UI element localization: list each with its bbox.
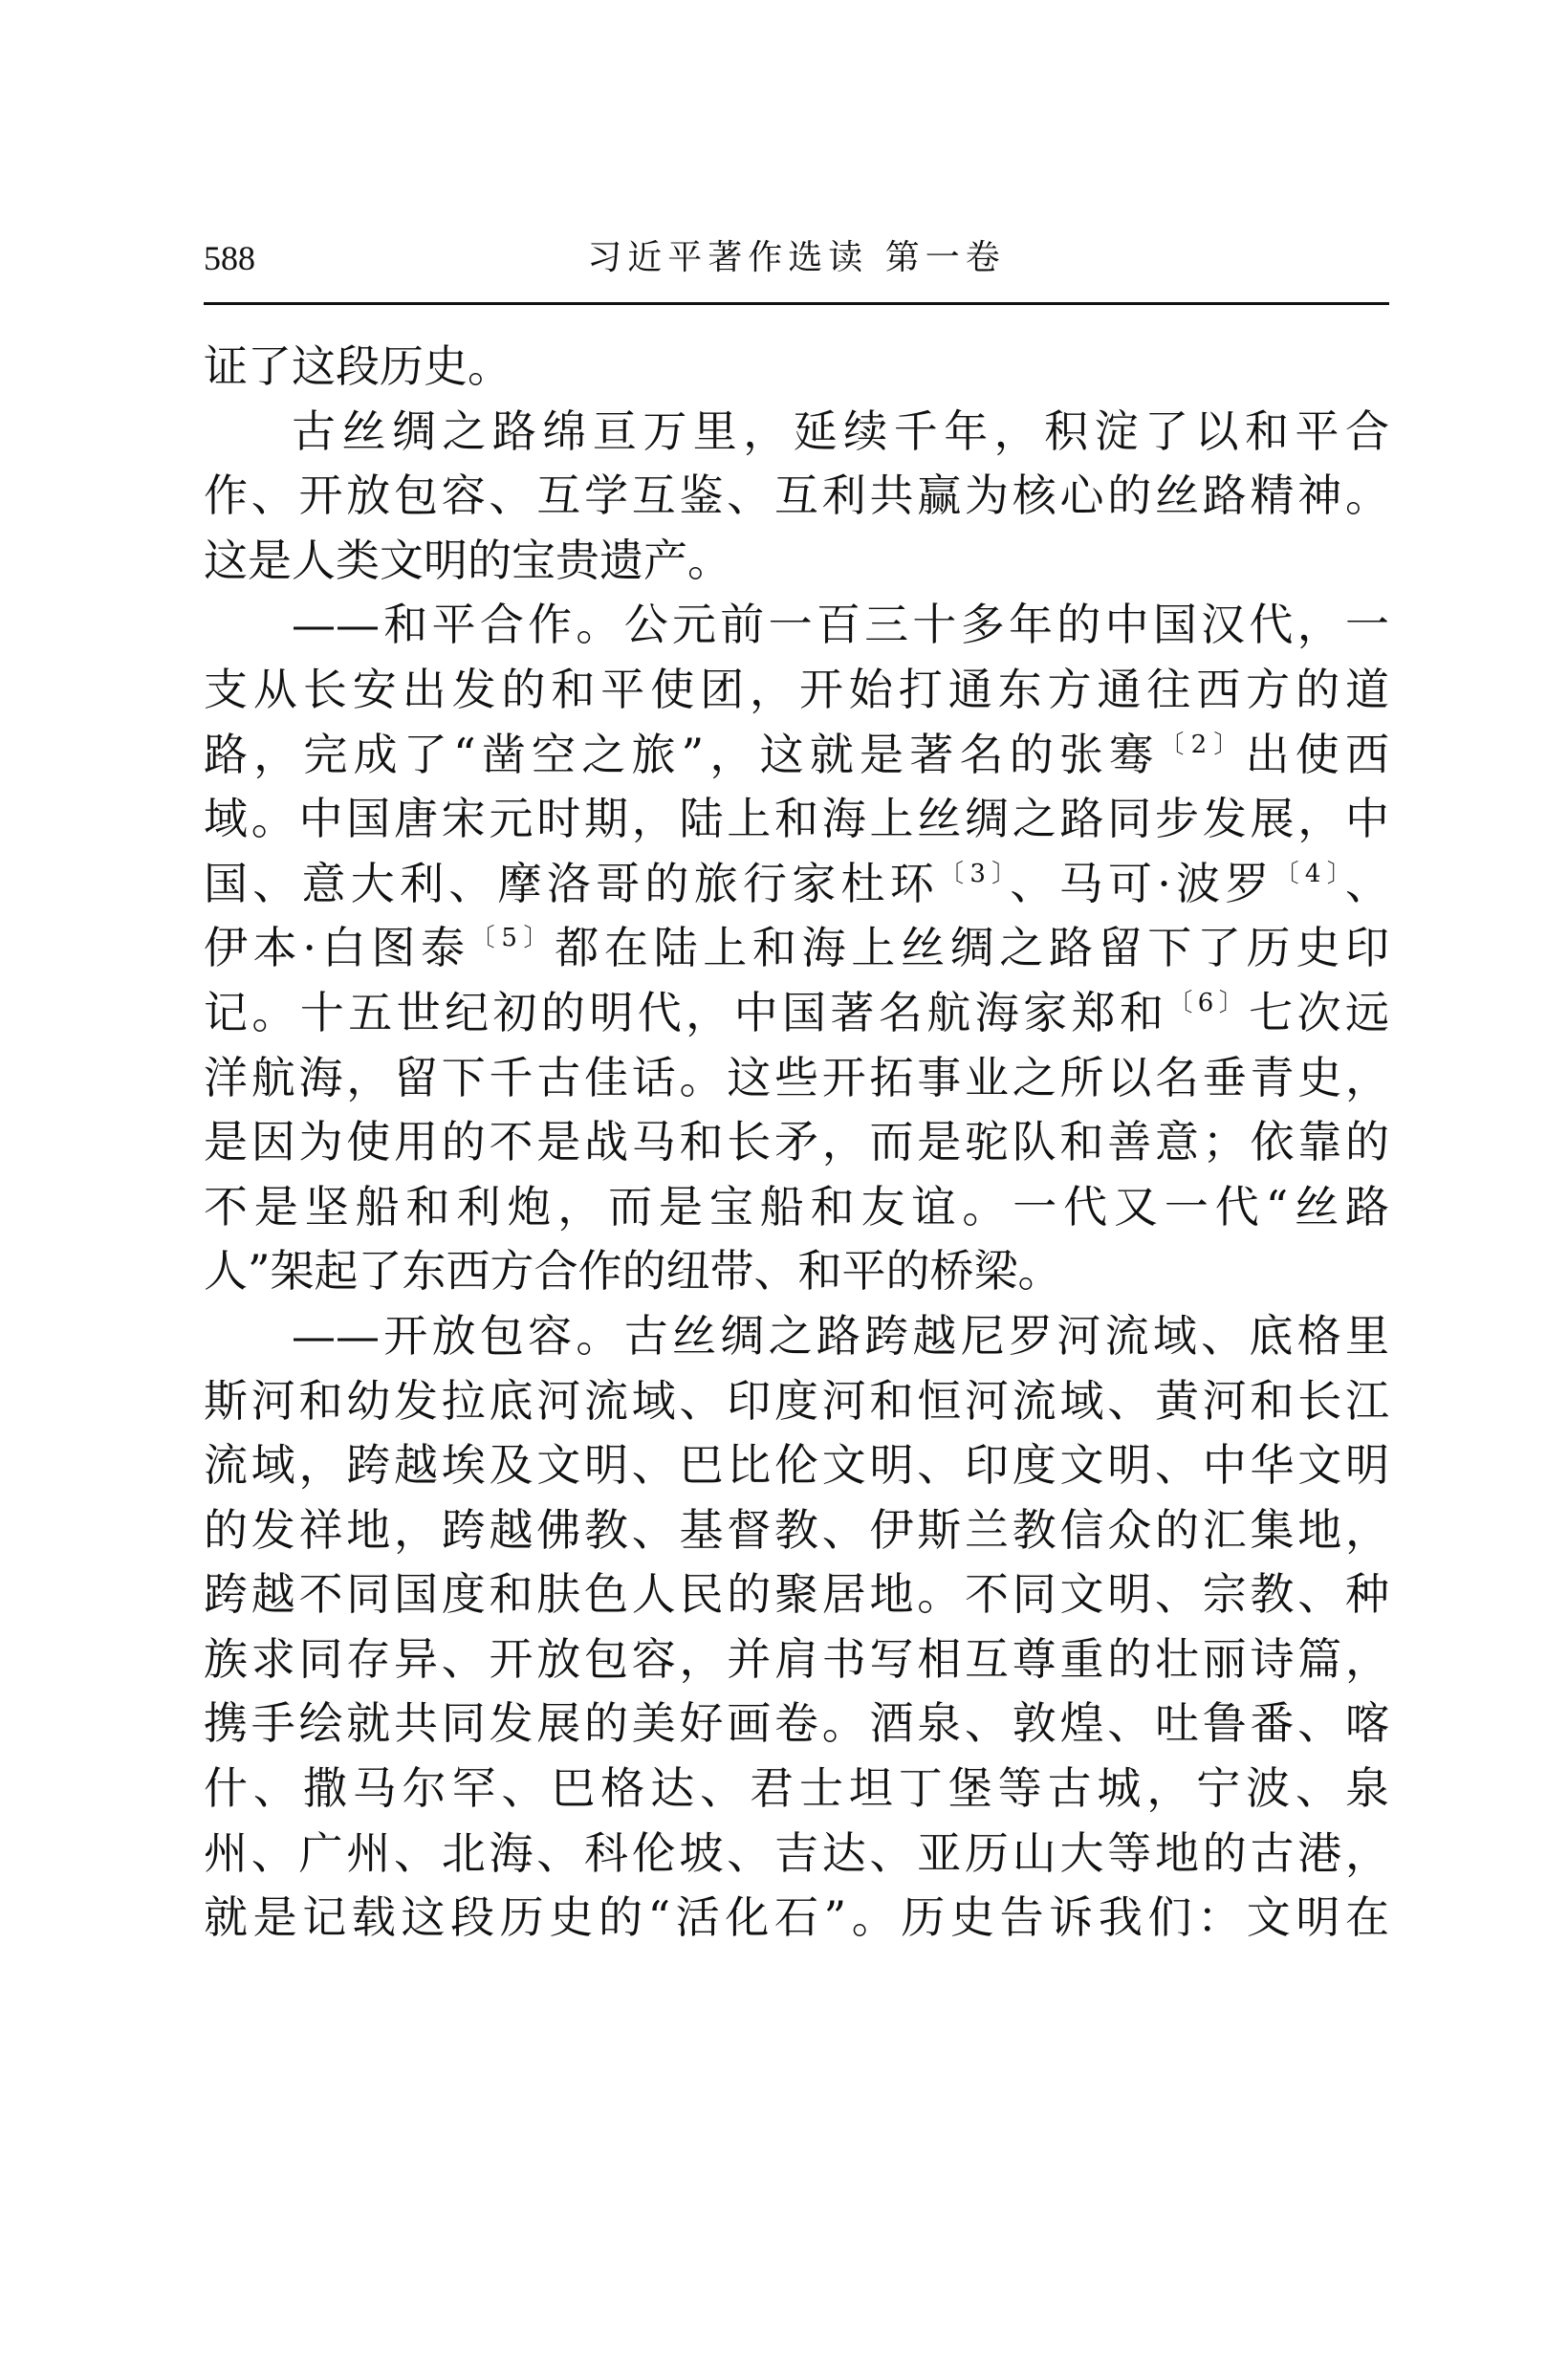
text-line: 路，完成了“凿空之旅”，这就是著名的张骞$^{〔2〕}$出使西: [204, 728, 1389, 780]
text-line: 作、开放包容、互学互鉴、互利共赢为核心的丝路精神。: [204, 469, 1389, 522]
text-line: 这是人类文明的宝贵遗产。: [204, 534, 731, 586]
running-title: 习近平著作选读 第一卷: [587, 238, 1006, 277]
text-line: 人”架起了东西方合作的纽带、和平的桥梁。: [204, 1245, 1062, 1298]
text-line: 携手绘就共同发展的美好画卷。酒泉、敦煌、吐鲁番、喀: [204, 1697, 1389, 1750]
body-text: [204, 335, 1389, 1951]
header-rule: [204, 302, 1389, 305]
text-line: 伊本·白图泰$^{〔5〕}$都在陆上和海上丝绸之路留下了历史印: [204, 922, 1390, 974]
text-line: 跨越不同国度和肤色人民的聚居地。不同文明、宗教、种: [204, 1568, 1389, 1621]
text-line: 域。中国唐宋元时期，陆上和海上丝绸之路同步发展，中: [204, 793, 1389, 845]
text-line: 斯河和幼发拉底河流域、印度河和恒河流域、黄河和长江: [204, 1374, 1389, 1427]
text-line: 是因为使用的不是战马和长矛，而是驼队和善意；依靠的: [204, 1116, 1389, 1168]
footnote-marker: 〔2〕: [1159, 730, 1246, 759]
footnote-marker: 〔3〕: [939, 859, 1011, 888]
footnote-marker: 〔4〕: [1274, 859, 1346, 888]
text-line: 国、意大利、摩洛哥的旅行家杜环$^{〔3〕}$、马可·波罗$^{〔4〕}$、: [204, 857, 1390, 909]
text-line: ——开放包容。古丝绸之路跨越尼罗河流域、底格里: [292, 1309, 1389, 1362]
text-line: 不是坚船和利炮，而是宝船和友谊。一代又一代“丝路: [204, 1180, 1389, 1233]
text-line: 族求同存异、开放包容，并肩书写相互尊重的壮丽诗篇，: [204, 1632, 1389, 1685]
text-line: ——和平合作。公元前一百三十多年的中国汉代，一: [292, 599, 1389, 651]
footnote-marker: 〔5〕: [469, 924, 555, 953]
footnote-marker: 〔6〕: [1167, 988, 1250, 1017]
page-number: 588: [204, 239, 255, 277]
text-line: 州、广州、北海、科伦坡、吉达、亚历山大等地的古港，: [204, 1826, 1389, 1879]
text-line: 就是记载这段历史的“活化石”。历史告诉我们：文明在: [204, 1891, 1389, 1944]
text-line: 流域，跨越埃及文明、巴比伦文明、印度文明、中华文明: [204, 1439, 1389, 1492]
text-line: 支从长安出发的和平使团，开始打通东方通往西方的道: [204, 663, 1389, 715]
text-line: 证了这段历史。: [204, 340, 512, 392]
text-line: 洋航海，留下千古佳话。这些开拓事业之所以名垂青史，: [204, 1051, 1389, 1103]
text-line: 记。十五世纪初的明代，中国著名航海家郑和$^{〔6〕}$七次远: [204, 986, 1390, 1038]
text-line: 古丝绸之路绵亘万里，延续千年，积淀了以和平合: [292, 404, 1389, 457]
text-line: 什、撒马尔罕、巴格达、君士坦丁堡等古城，宁波、泉: [204, 1762, 1389, 1815]
text-line: 的发祥地，跨越佛教、基督教、伊斯兰教信众的汇集地，: [204, 1503, 1389, 1556]
page-header: [204, 229, 1389, 296]
